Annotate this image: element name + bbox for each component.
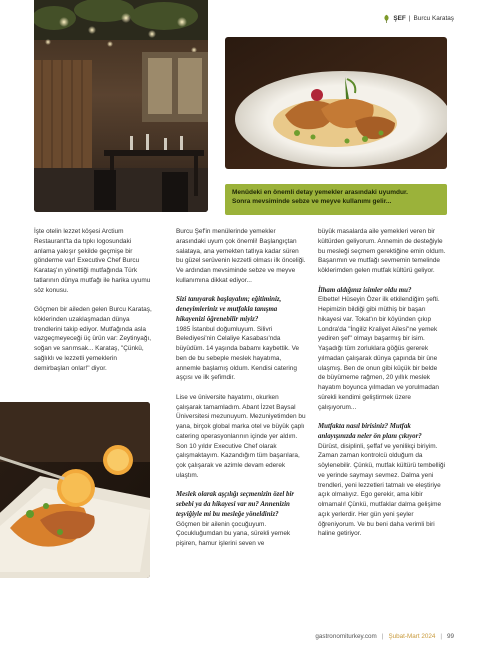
- section-label: ŞEF: [393, 15, 406, 22]
- text-column-3: [318, 227, 446, 549]
- restaurant-interior-photo: [34, 0, 208, 212]
- footer-divider: |: [440, 633, 442, 640]
- caption-line-2: Sonra mevsiminde sebze ve meyve kullanımı gelir...: [232, 198, 392, 205]
- text-column-1: [34, 227, 152, 383]
- footer-divider: |: [381, 633, 384, 640]
- interview-question: Mutfakta nasıl birisiniz? Mutfak anlayışınızda neler ön planı çıkıyor?: [318, 423, 422, 440]
- paragraph: büyük masalarda aile yemekleri veren bir kültürden geliyorum. Annemin de desteğiyle bu mesleği seçmem gerektiğine emin oldum. Başarımın ve mutfağı sevmemin temelinde köklerimden gelen mutfak kültürü geliyor.: [318, 228, 446, 274]
- interview-question: İlham aldığınız isimler oldu mu?: [318, 286, 412, 294]
- dish-photo: [225, 37, 447, 169]
- website: gastronomiturkey.com: [315, 633, 377, 640]
- interview-question: Sizi tanıyarak başlayalım; eğitiminiz, deneyimleriniz ve mutfakla tanışma hikayenizi öğrenebilir miyiz?: [176, 296, 282, 323]
- interview-answer: Göçmen bir ailenin çocuğuyum. Çocukluğumdan bu yana, sürekli yemek pişiren, hamur işlerini seven ve: [176, 520, 291, 547]
- interview-question: Meslek olarak aşçılığı seçmenizin özel bir sebebi ya da hikayesi var mı? Annenizin teşviğiyle mi bu mesleğe yöneldiniz?: [176, 491, 295, 518]
- paragraph: Lise ve üniversite hayatımı, okurken çalışarak tamamladım. Abant İzzet Baysal Üniversitesi mezunuyum. Mezuniyetimden bu yana, birçok global marka otel ve büyük çaplı catering operasyonlarının içinde yer aldım. Son 10 yıldır Executive Chef olarak çalışmaktayım. Kazandığım tüm başarılara, çok çalışarak ve azimle devam ederek ulaştım.: [176, 393, 306, 479]
- paragraph: Burcu Şef'in menülerinde yemekler arasındaki uyum çok önemli! Başlangıçtan salataya, ana yemekten tatlıya kadar süren bu güzel serüvenin lezzetli olması ilk önceliği. Ve ardından mevsiminde sebze ve meyve kullanımına dikkat ediyor...: [176, 228, 306, 284]
- interview-answer: Dürüst, disiplinli, şeffaf ve yenilikçi biriyim. Zaman zaman kontrolcü olduğum da söylenebilir. Çünkü, mutfak kültürü tembelliği ve yerinde saymayı sevmez. Dalma yeni trendleri, yeni lezzetleri tatmalı ve eleştiriye açık olmalıyız. Ego gerekir, ama kibir olmamalı! Çünkü, mutfaklar dalma gelişime açık yerlerdir. Her gün yeni şeyler öğreniyorum. Ve bu beni daha verimli biri haline getiriyor.: [318, 442, 446, 538]
- page-number: 99: [446, 633, 454, 640]
- text-column-2: [176, 227, 306, 559]
- photo-caption: [225, 184, 447, 215]
- issue-date: Şubat-Mart 2024: [388, 633, 436, 640]
- leaf-icon: [383, 14, 390, 23]
- paragraph: Göçmen bir aileden gelen Burcu Karataş, köklerinden uzaklaşmadan dünya trendlerini takip ediyor. Mutfağında asla vazgeçmeyeceği üç ürün var: Zeytinyağı, soğan ve sarımsak... Karataş, "Çünkü, sağlıklı ve lezzetli yemeklerin demirbaşları onlar!" diyor.: [34, 306, 152, 372]
- paragraph: İşte otelin lezzet köşesi Arctium Restaurant'ta da tıpkı logosundaki anlama yakışır şekilde geçmişe bir gönderme var! Executive Chef Burcu Karataş'ın yönettiği mutfağında Türk tatlarının dünya mutfağı ile harika uyumu söz konusu.: [34, 228, 151, 294]
- caption-line-1: Menüdeki en önemli detay yemekler arasındaki uyumdur.: [232, 189, 408, 196]
- chef-name: Burcu Karataş: [413, 15, 454, 22]
- interview-answer: 1985 İstanbul doğumluyum. Silivri Belediyesi'nin Celaliye Kasabası'nda büyüdüm. 14 yaşında babamı kaybettik. Ve ben de bu sebeple meslek hayatıma, annemle başlamış oldum. Kendisi catering aşçısı ve ilk şefimdir.: [176, 325, 300, 382]
- interview-answer: Elbette! Hüseyin Özer ilk etkilendiğim şefti. Hepimizin bildiği gibi müthiş bir başarı hikayesi var. Tokat'ın bir köyünden çıkıp Londra'da "İngiliz Kraliyet Ailesi"ne yemek yediren şef" olmayı başarmış bir isim. Yaşadığı tüm zorluklara göğüs gererek yılmadan çalışarak dünya çapında bir üne ulaşmış. Ben de onun gibi küçük bir belde de büyümeme rağmen, 20 yıllık meslek hayatım boyunca yılmadan ve yorulmadan sürekli kendimi geliştirmek üzere çalışıyorum...: [318, 296, 440, 411]
- section-header: [383, 14, 454, 23]
- header-divider: |: [408, 15, 411, 22]
- orange-dish-photo: [0, 402, 150, 578]
- page-footer: [315, 633, 454, 640]
